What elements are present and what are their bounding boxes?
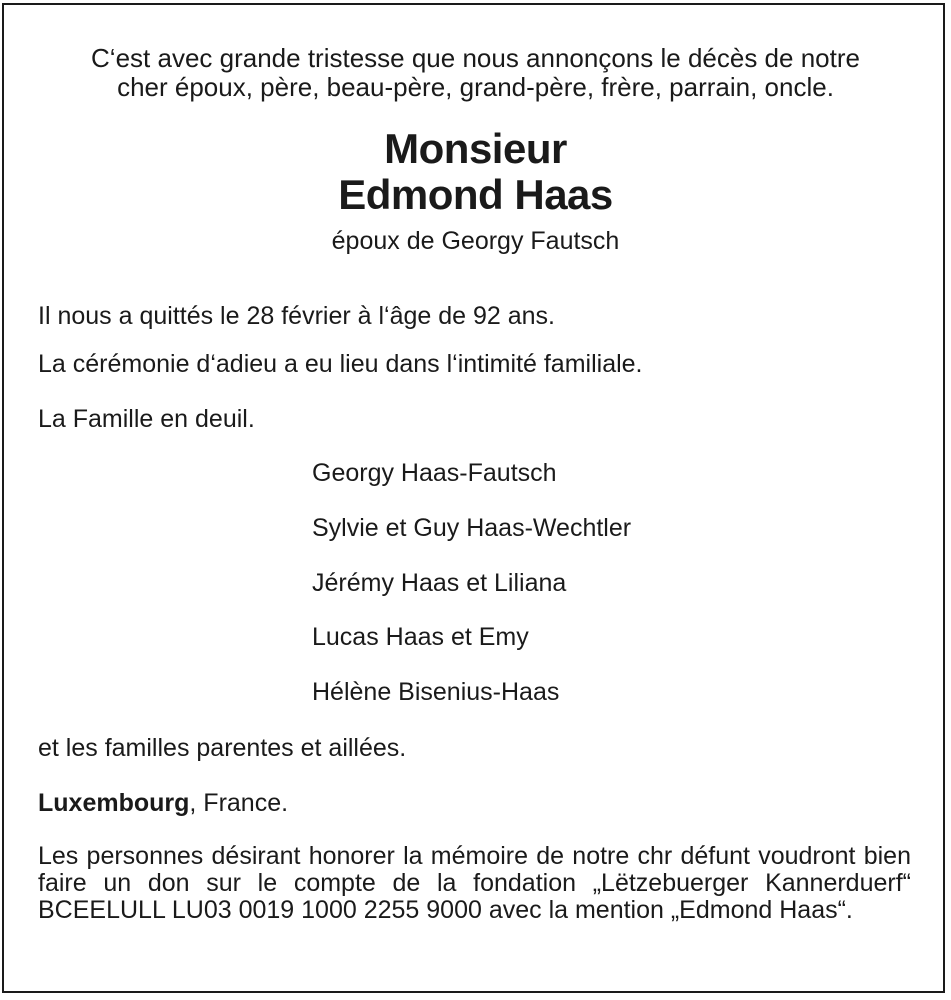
honorific: Monsieur	[384, 125, 567, 172]
donation-paragraph: Les personnes désirant honorer la mémoire de notre chr défunt voudront bien faire un don sur le compte de la fondation „Lëtzebuerger Kannerduerf“ BCEELULL LU03 0019 1000 2255 9000 avec la mention „Edmond Haas“.	[38, 842, 911, 924]
intro-text	[40, 44, 911, 102]
family-member: Hélène Bisenius-Haas	[312, 678, 560, 706]
deceased-name: Edmond Haas	[338, 171, 613, 218]
death-date-line: Il nous a quittés le 28 février à l‘âge de 92 ans.	[38, 302, 555, 330]
spouse-line: époux de Georgy Fautsch	[331, 227, 620, 255]
location-city: Luxembourg	[38, 789, 190, 817]
location-line	[38, 788, 913, 818]
ceremony-line: La cérémonie d‘adieu a eu lieu dans l‘intimité familiale.	[38, 350, 643, 378]
family-mourning-line: La Famille en deuil.	[38, 405, 255, 433]
family-member: Georgy Haas-Fautsch	[312, 459, 557, 487]
family-member: Jérémy Haas et Liliana	[312, 569, 567, 597]
location-country: , France.	[189, 789, 289, 817]
family-member: Sylvie et Guy Haas-Wechtler	[312, 514, 632, 542]
relatives-line: et les familles parentes et aillées.	[38, 734, 407, 762]
family-member: Lucas Haas et Emy	[312, 623, 529, 651]
intro-line-2: cher époux, père, beau-père, grand-père, frère, parrain, oncle.	[117, 72, 834, 102]
intro-line-1: C‘est avec grande tristesse que nous annonçons le décès de notre	[91, 43, 860, 73]
deceased-name-block	[40, 126, 911, 218]
